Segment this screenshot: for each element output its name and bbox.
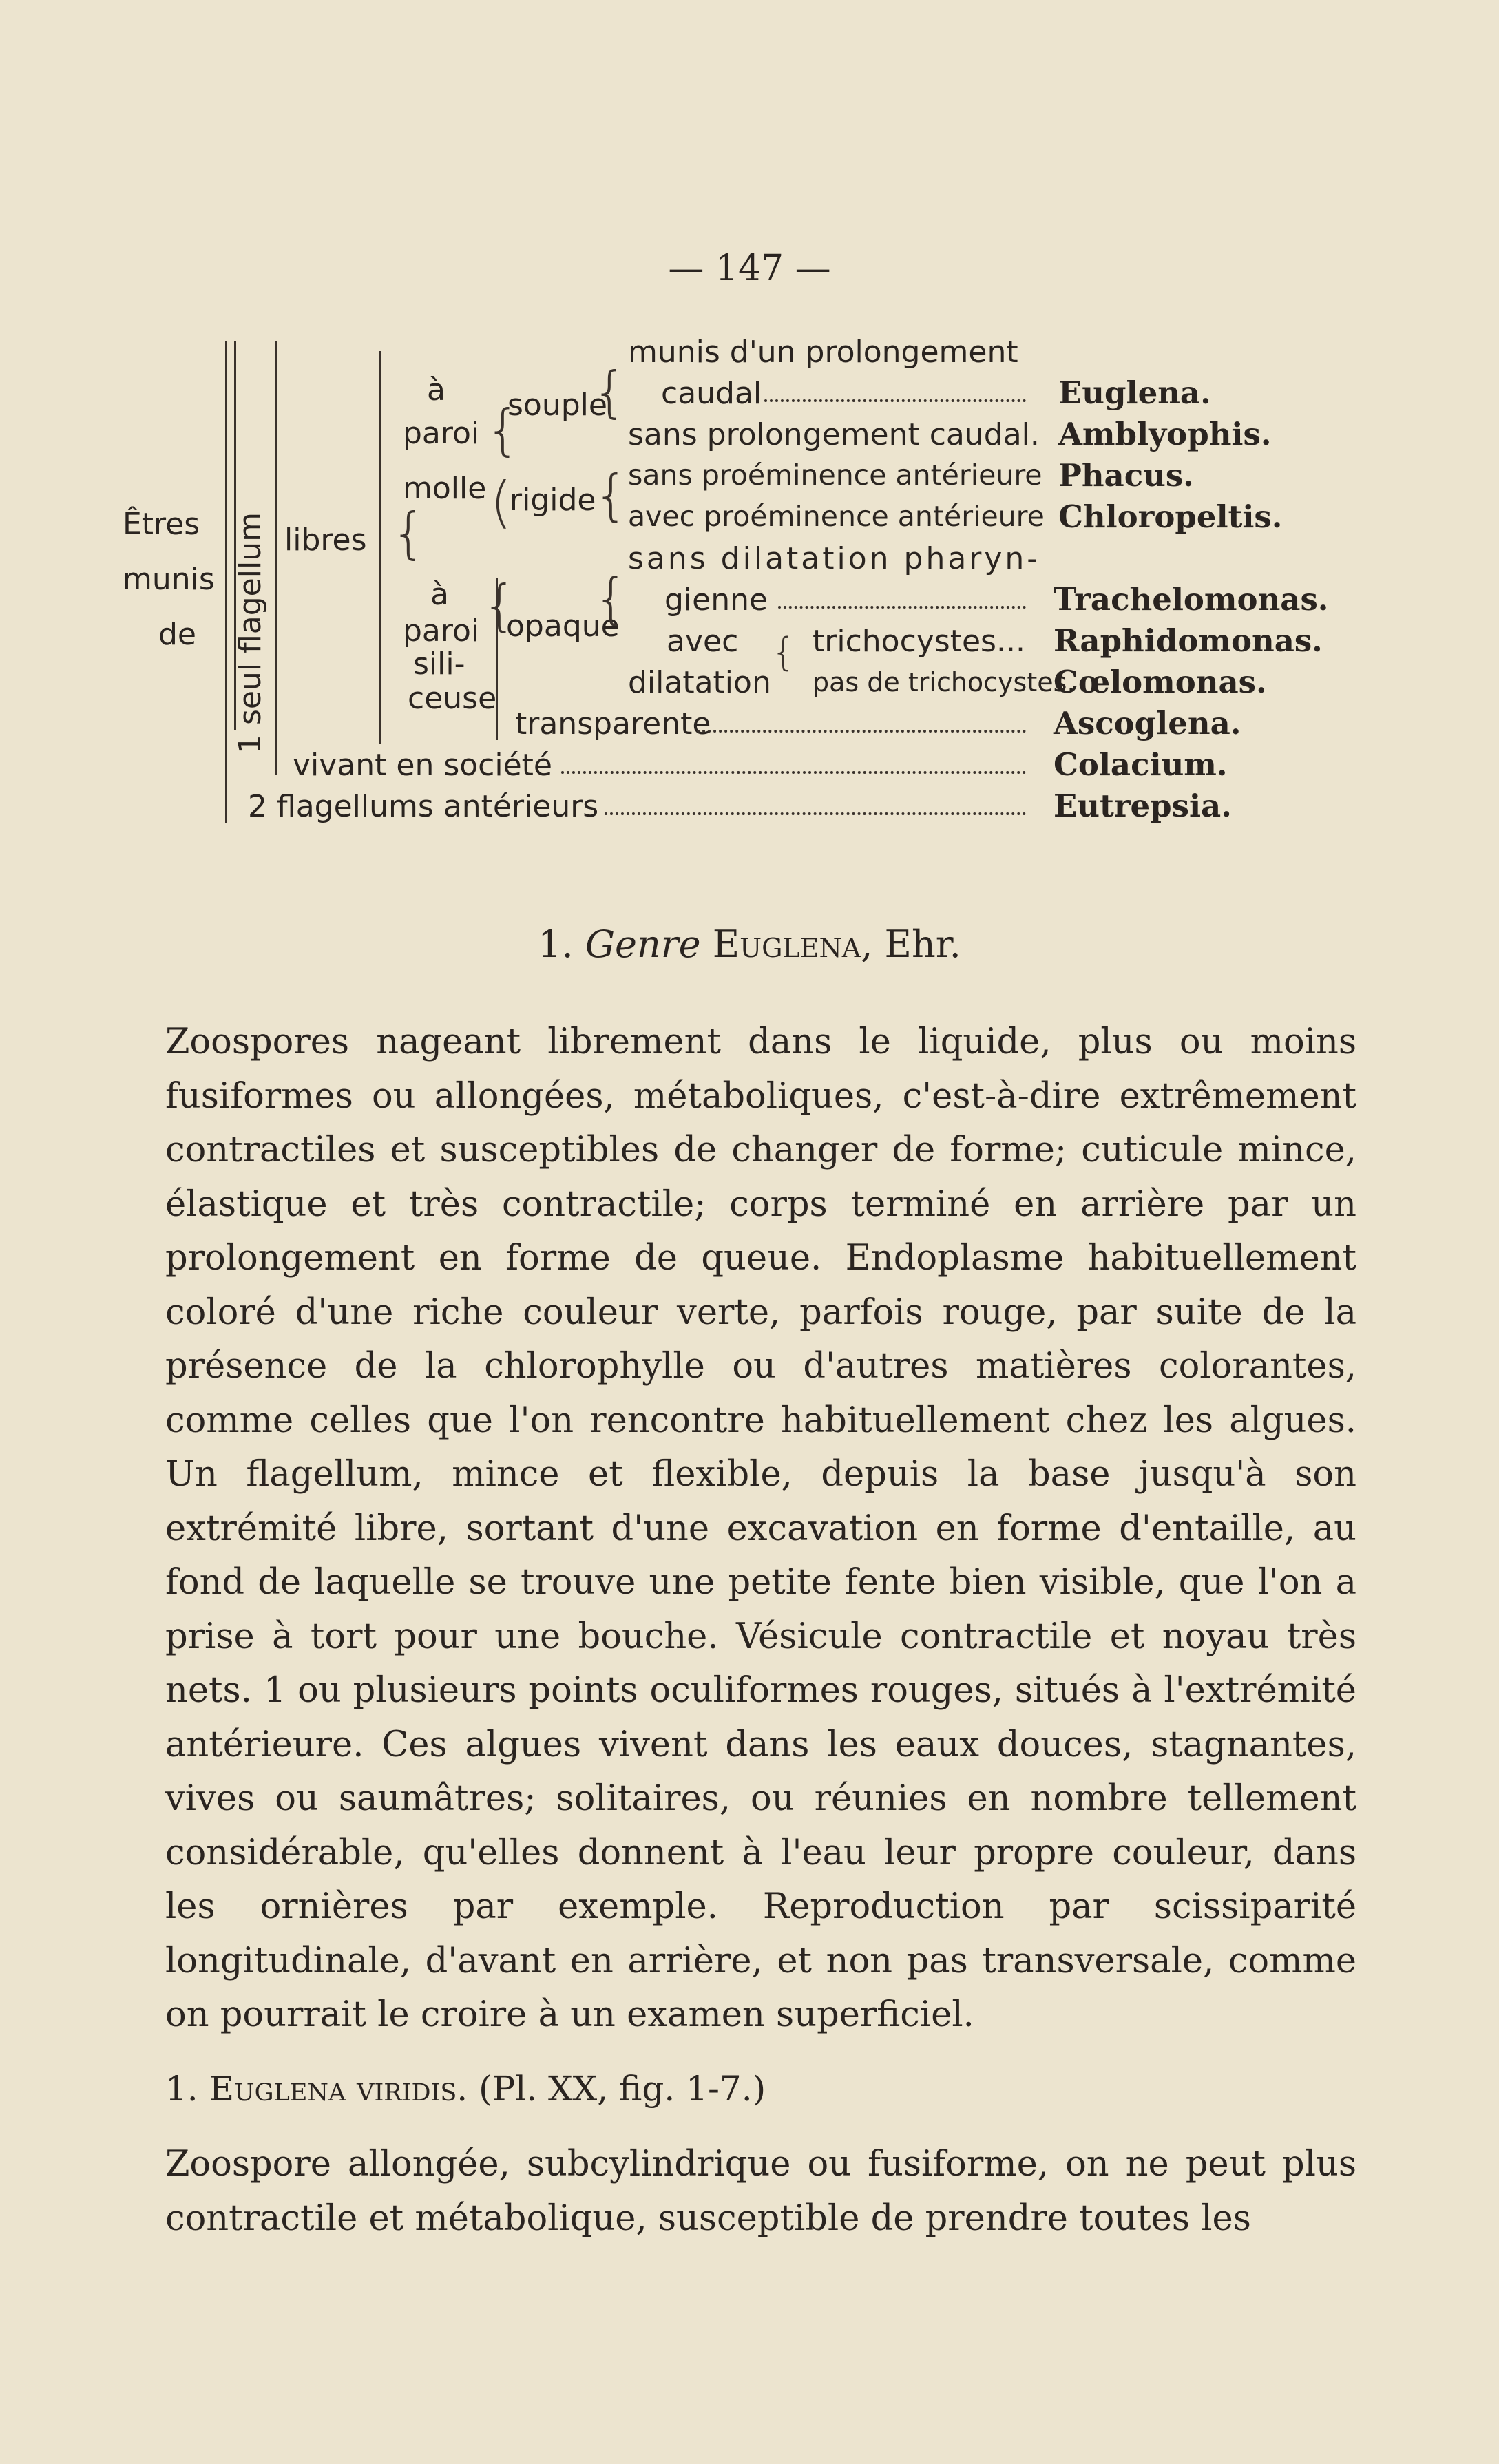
genus-heading-name: Euglena,	[712, 923, 873, 966]
key-row-2-genus: Euglena.	[1058, 375, 1211, 411]
key-row-12-text: 2 flagellums antérieurs	[248, 789, 599, 824]
key-root-label-1: Êtres	[123, 507, 200, 542]
key-row-4-genus: Phacus.	[1058, 457, 1194, 494]
key-opaque: opaque	[506, 609, 620, 644]
key-row-8-genus: Raphidomonas.	[1054, 622, 1323, 659]
key-row-9-genus: Cœlomonas.	[1054, 664, 1267, 700]
key-paroi-molle-2: paroi	[403, 416, 480, 451]
key-brace-rigide: (	[490, 470, 512, 534]
key-row-10-leader	[697, 730, 1026, 733]
key-row-2-text: caudal	[661, 376, 762, 411]
key-row-2-leader	[764, 399, 1026, 402]
key-line-libres	[275, 341, 277, 775]
species-heading-name: Euglena viridis.	[209, 2069, 468, 2109]
key-avec: avec	[667, 624, 739, 659]
species-heading	[165, 2069, 766, 2109]
key-row-11-text: vivant en société	[293, 748, 552, 783]
key-brace-souple: {	[592, 360, 627, 424]
key-row-12-leader	[605, 812, 1026, 815]
species-heading-number: 1.	[165, 2069, 198, 2109]
key-line-root	[225, 341, 227, 823]
key-row-10-genus: Ascoglena.	[1054, 705, 1241, 741]
key-brace-dilatation: {	[771, 630, 796, 675]
key-paroi-silice-1: à	[430, 577, 449, 612]
key-rigide: rigide	[510, 483, 596, 518]
genus-heading	[0, 923, 1499, 966]
key-row-11-leader	[561, 771, 1026, 774]
genus-heading-author: Ehr.	[884, 923, 961, 966]
key-line-paroi	[379, 351, 381, 744]
key-dilatation: dilatation	[628, 665, 771, 700]
key-row-6-text: sans dilatation pharyn-	[628, 541, 1041, 576]
page-number: — 147 —	[668, 248, 831, 289]
key-row-7-genus: Trachelomonas.	[1054, 581, 1329, 618]
genus-description: Zoospores nageant librement dans le liquide, plus ou moins fusiformes ou allongées, métaboliques, c'est-à-dire extrêmement contractiles et susceptibles de changer de forme; cuticule mince, élastique et très contractile; corps terminé en arrière par un prolongement en forme de queue. Endoplasme habituellement coloré d'une riche couleur verte, parfois rouge, par suite de la présence de la chlorophylle ou d'autres matières colorantes, comme celles que l'on rencontre habituellement chez les algues. Un flagellum, mince et flexible, depuis la base jusqu'à son extrémité libre, sortant d'une excavation en forme d'entaille, au fond de laquelle se trouve une petite fente bien visible, que l'on a prise à tort pour une bouche. Vésicule contractile et noyau très nets. 1 ou plusieurs points oculiformes rouges, situés à l'extrémité antérieure. Ces algues vivent dans les eaux douces, stagnantes, vives ou saumâtres; solitaires, ou réunies en nombre tellement considérable, qu'elles donnent à l'eau leur propre couleur, dans les ornières par exemple. Reproduction par scissiparité longitudinale, d'avant en arrière, et non pas transversale, comme on pourrait le croire à un examen superficiel.	[165, 1022, 1356, 2035]
key-brace-libres: {	[391, 501, 426, 565]
key-row-12-genus: Eutrepsia.	[1054, 788, 1232, 824]
species-heading-ref: (Pl. XX, fig. 1-7.)	[479, 2069, 766, 2109]
key-row-10-text: transparente	[515, 706, 711, 741]
key-paroi-silice-2: paroi	[403, 613, 480, 649]
key-paroi-molle-1: à	[427, 372, 445, 408]
key-row-9-text: pas de trichocystes.	[813, 667, 1076, 697]
key-row-8-text: trichocystes...	[813, 624, 1025, 659]
key-row-7-leader	[778, 606, 1026, 609]
key-brace-opaque: {	[594, 567, 629, 631]
key-brace-paroi-molle: {	[485, 398, 521, 462]
key-row-3-text: sans prolongement caudal.	[628, 417, 1040, 452]
key-root-label-3: de	[158, 617, 196, 652]
key-line-transparente	[496, 578, 498, 740]
key-root-label-2: munis	[123, 562, 215, 597]
key-row-4-text: sans proéminence antérieure	[628, 459, 1042, 492]
key-paroi-silice-3: sili-	[413, 646, 465, 682]
key-souple: souple	[507, 388, 607, 423]
identification-key	[0, 0, 1499, 861]
key-row-11-genus: Colacium.	[1054, 746, 1228, 783]
key-row-5-genus: Chloropeltis.	[1058, 498, 1283, 535]
key-brace-paroi-silice: {	[482, 573, 517, 638]
key-row-3-genus: Amblyophis.	[1058, 416, 1272, 452]
key-libres: libres	[284, 523, 367, 558]
key-paroi-silice-4: ceuse	[408, 681, 497, 716]
key-row-5-text: avec proéminence antérieure	[628, 500, 1045, 533]
key-row-7-text: gienne	[664, 582, 768, 618]
genus-heading-number: 1.	[538, 923, 574, 966]
species-description: Zoospore allongée, subcylindrique ou fusiforme, on ne peut plus contractile et métabolique, susceptible de prendre toutes les	[165, 2144, 1356, 2239]
genus-heading-genre: Genre	[585, 923, 701, 966]
key-one-flagellum: 1 seul flagellum	[233, 512, 268, 754]
key-brace-rigide-options: {	[594, 463, 629, 527]
key-paroi-molle-3: molle	[403, 471, 487, 506]
key-row-1-text: munis d'un prolongement	[628, 335, 1018, 370]
